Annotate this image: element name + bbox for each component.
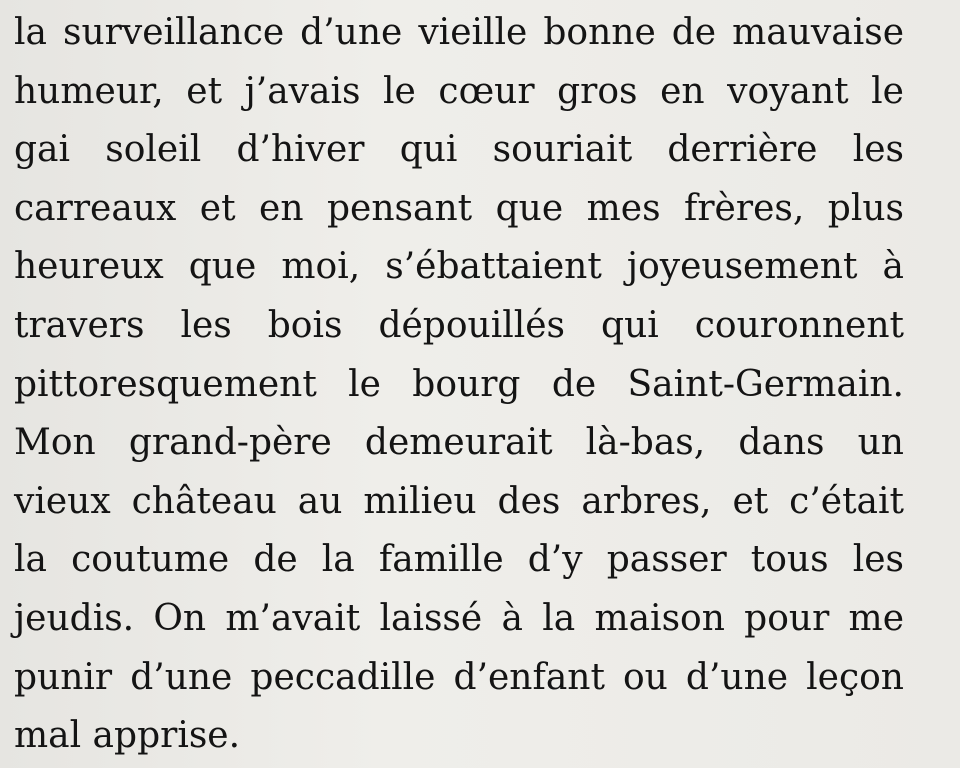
text-line: vieux château au milieu des arbres, et c’était: [14, 480, 904, 522]
text-line: heureux que moi, s’ébattaient joyeusement à: [14, 246, 904, 288]
text-line: jeudis. On m’avait laissé à la maison pour me: [14, 597, 904, 639]
text-line: humeur, et j’avais le cœur gros en voyant le: [14, 70, 904, 112]
text-line: carreaux et en pensant que mes frères, plus: [14, 187, 904, 229]
text-line: Mon grand-père demeurait là-bas, dans un: [14, 422, 904, 464]
text-line: punir d’une peccadille d’enfant ou d’une leçon: [14, 656, 904, 698]
paragraph: [14, 4, 904, 766]
text-line: la coutume de la famille d’y passer tous les: [14, 539, 904, 581]
text-line: travers les bois dépouillés qui couronnent: [14, 304, 904, 346]
text-line: pittoresquement le bourg de Saint-Germain.: [14, 363, 904, 405]
text-line: mal apprise.: [14, 715, 241, 757]
text-line: gai soleil d’hiver qui souriait derrière les: [14, 129, 904, 171]
text-line: la surveillance d’une vieille bonne de mauvaise: [14, 12, 904, 53]
